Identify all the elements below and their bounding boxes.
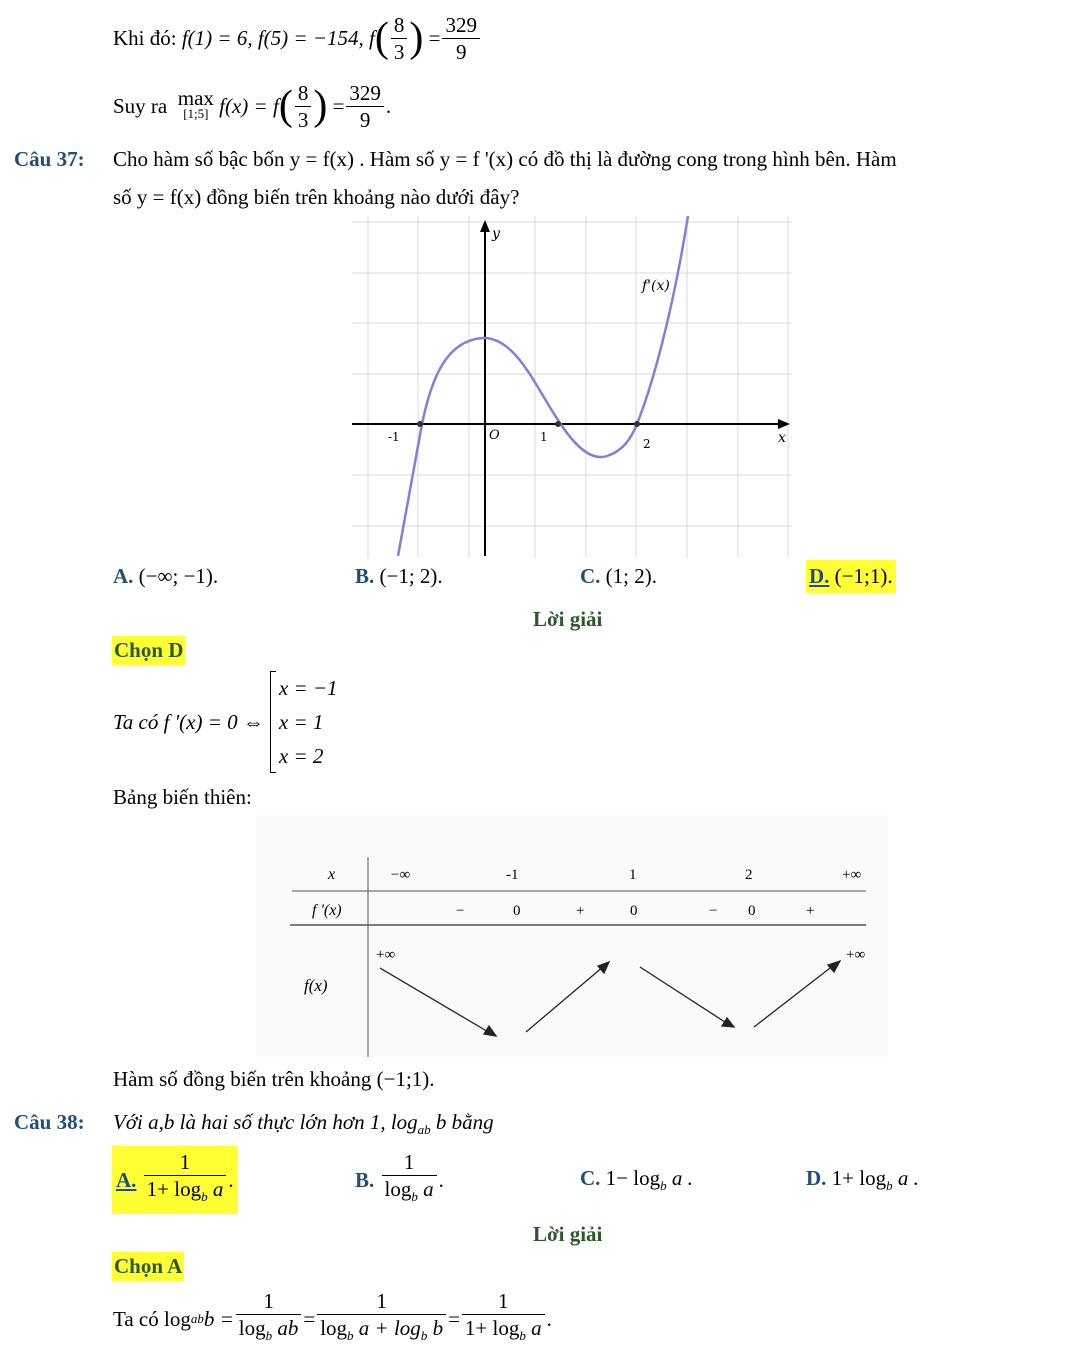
derivative-curve <box>398 216 688 556</box>
khi-do-label: Khi đó: <box>113 25 177 50</box>
q38-option-a-correct[interactable]: A. $\frac{1}{1+ \log_b a}$ . <box>112 1146 238 1214</box>
root-1 <box>555 421 561 427</box>
sign-zero-1: 0 <box>513 903 521 919</box>
option-b[interactable]: B. (−1; 2). <box>355 564 443 588</box>
f-label: f <box>369 25 375 50</box>
table-x-neg-inf: −∞ <box>391 867 411 883</box>
suy-ra-label: Suy ra <box>113 93 168 118</box>
sign-1: − <box>456 903 465 919</box>
solution-title-38: Lời giải <box>533 1222 603 1246</box>
table-x-label: x <box>328 866 336 883</box>
conclusion-37: Hàm số đồng biến trên khoảng (−1;1). <box>113 1067 435 1091</box>
chosen-answer-37: Chọn D <box>112 636 185 665</box>
table-f-label: f(x) <box>304 976 328 995</box>
table-x-2: 2 <box>745 867 753 883</box>
root-minus-1 <box>417 421 423 427</box>
question-38-text: Với a,b là hai số thực lớn hơn 1, $\log_{ab} b$ bằng <box>113 1110 494 1138</box>
sign-zero-2: 0 <box>630 903 638 919</box>
tick-minus-1: -1 <box>388 430 400 444</box>
line-khi-do: Khi đó: f(1) = 6, f(5) = −154, f ( $\frac{8}{3}$ ) = $\frac{329}{9}$ <box>113 10 482 66</box>
option-a[interactable]: A. (−∞; −1). <box>113 564 219 588</box>
fraction-8-3b: $\frac{8}{3}$ <box>295 80 312 133</box>
sign-4: + <box>806 903 815 919</box>
q38-option-d[interactable]: D. $1+ \log_b a$ . <box>806 1166 919 1194</box>
solution-title-37: Lời giải <box>533 607 603 631</box>
root-2 <box>634 421 640 427</box>
f-right-inf: +∞ <box>846 947 866 963</box>
variation-table-title: Bảng biến thiên: <box>113 785 252 809</box>
y-axis-label: y <box>492 226 500 242</box>
q38-derivation: Ta có log ab b = $\frac{1}{\log_b ab}$ = $\frac{1}{\log_b a + \log_b b}$ = $\frac{1}{1+ \log_b a}$ . <box>113 1289 552 1344</box>
equals: = <box>428 25 441 50</box>
x-axis-label: x <box>778 430 786 446</box>
tick-1: 1 <box>540 430 548 444</box>
f1-value: f(1) = 6, <box>181 25 253 50</box>
tick-2: 2 <box>643 437 651 451</box>
question-38-label: Câu 38: <box>14 1110 85 1134</box>
fraction-329-9: $\frac{329}{9}$ <box>442 12 480 65</box>
origin-label: O <box>489 428 500 443</box>
f-left-inf: +∞ <box>376 947 396 963</box>
table-x-1: 1 <box>629 867 637 883</box>
question-37-text-line2: số y = f(x) đồng biến trên khoảng nào dưới đây? <box>113 185 520 209</box>
variation-table <box>256 815 888 1057</box>
option-d-correct[interactable]: D. (−1;1). <box>806 560 896 593</box>
question-37-label: Câu 37: <box>14 147 85 171</box>
case-x-minus-1: x = −1 <box>278 676 338 700</box>
cases-bracket <box>270 671 338 773</box>
table-x-pos-inf: +∞ <box>842 867 862 883</box>
fx-equals: f(x) = f <box>219 93 279 118</box>
table-fprime-label: f '(x) <box>312 902 342 919</box>
chosen-answer-38: Chọn A <box>112 1252 184 1281</box>
derivative-graph <box>352 216 792 558</box>
q38-option-c[interactable]: C. $1- \log_b a$ . <box>580 1166 693 1194</box>
curve-label: f'(x) <box>642 278 670 294</box>
sign-zero-3: 0 <box>748 903 756 919</box>
case-x-1: x = 1 <box>278 710 324 734</box>
case-x-2: x = 2 <box>278 744 324 768</box>
f5-value: f(5) = −154, <box>257 25 364 50</box>
derivative-equation: Ta có f '(x) = 0 ⇔ x = −1 x = 1 x = 2 <box>113 670 338 774</box>
max-operator: max [1;5] <box>177 86 214 121</box>
table-x-minus-1: -1 <box>506 867 519 883</box>
q38-option-b[interactable]: B. $\frac{1}{\log_b a}$ . <box>355 1150 444 1205</box>
fraction-8-3: $\frac{8}{3}$ <box>391 12 408 65</box>
grid <box>352 216 792 558</box>
sign-2: + <box>576 903 585 919</box>
question-37-text-line1: Cho hàm số bậc bốn y = f(x) . Hàm số y = f '(x) có đồ thị là đường cong trong hình bên. Hàm <box>113 147 897 171</box>
line-suy-ra: Suy ra max [1;5] f(x) = f ( $\frac{8}{3}$ ) = $\frac{329}{9}$ . <box>113 80 392 132</box>
fraction-329-9b: $\frac{329}{9}$ <box>346 80 384 133</box>
option-c[interactable]: C. (1; 2). <box>580 564 657 588</box>
sign-3: − <box>709 903 718 919</box>
